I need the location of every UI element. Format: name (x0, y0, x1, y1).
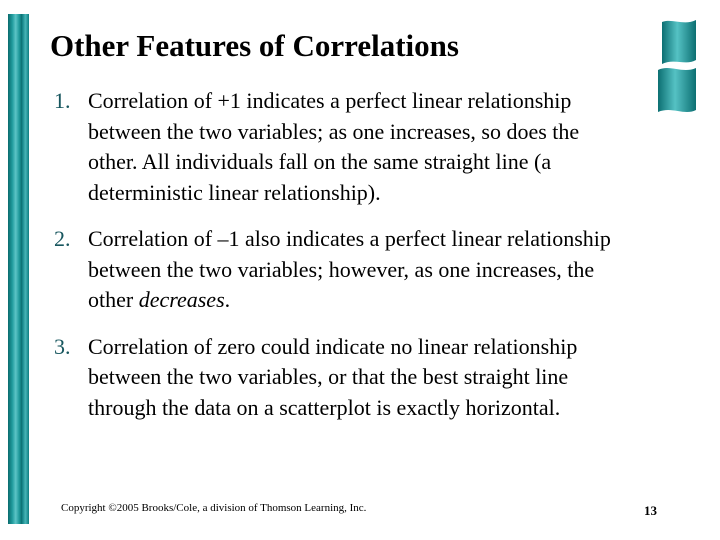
feature-list (54, 86, 624, 439)
list-item (54, 86, 624, 208)
list-item (54, 224, 624, 316)
page-number: 13 (644, 503, 657, 518)
list-item-text: Correlation of +1 indicates a perfect linear relationship between the two variables; as one increases, so does the other. All individuals fall on the same straight line (a deterministic linear relationship). (88, 88, 580, 205)
list-item-number: 3. (54, 333, 71, 359)
emphasized-word: decreases (138, 287, 225, 312)
list-item-text-end: . (224, 287, 231, 312)
wave-ribbon-icon (656, 18, 700, 116)
list-item-text: Correlation of zero could indicate no linear relationship between the two variables, or that the best straight line through the data on a scatterplot is exactly horizontal. (88, 333, 578, 420)
list-item-number: 1. (54, 88, 71, 113)
left-accent-bar (8, 14, 22, 524)
slide-title: Other Features of Correlations (50, 28, 459, 63)
list-item (54, 332, 624, 424)
list-item-number: 2. (54, 226, 71, 251)
list-item-text: Correlation of –1 also indicates a perfect linear relationship between the two variables; however, as one increases, the other (88, 226, 611, 312)
left-accent-bar-inner (22, 14, 29, 524)
copyright-notice: Copyright ©2005 Brooks/Cole, a division of Thomson Learning, Inc. (61, 502, 367, 514)
